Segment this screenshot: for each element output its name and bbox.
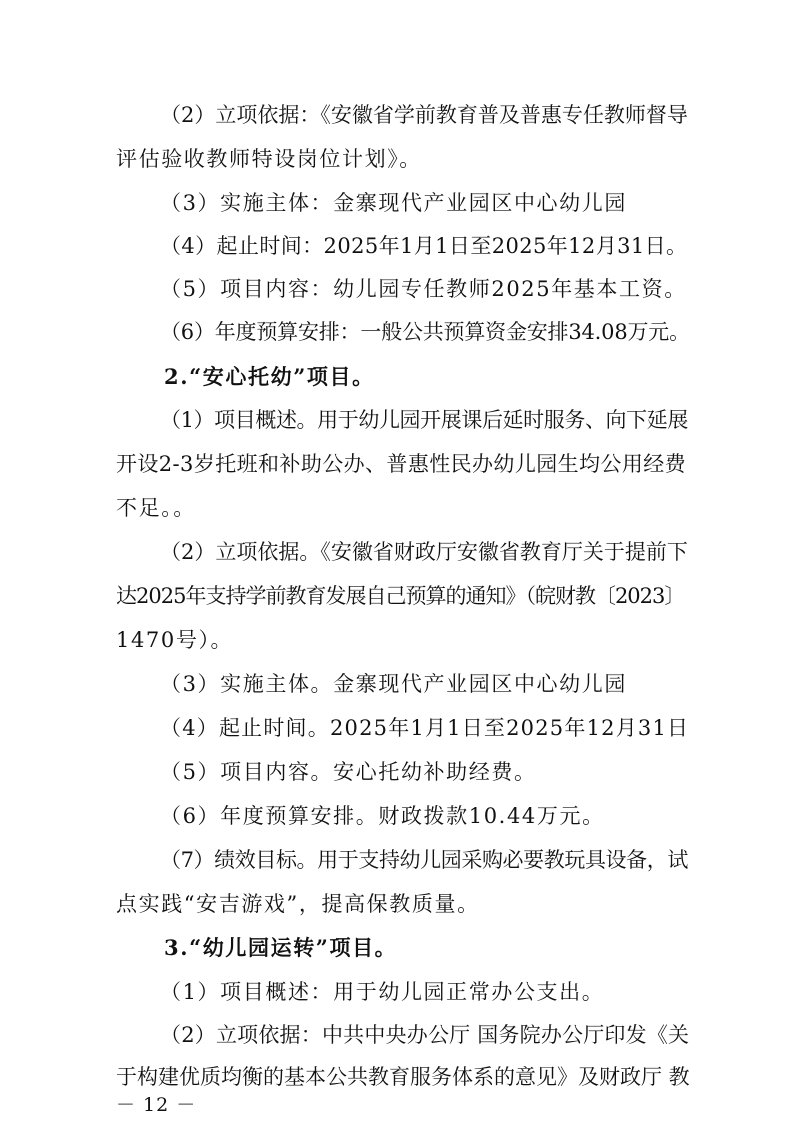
paragraph-line: （3）实施主体。金寨现代产业园区中心幼儿园	[160, 672, 627, 696]
paragraph-line: （3）实施主体：金寨现代产业园区中心幼儿园	[160, 191, 627, 215]
paragraph-line: （5）项目内容。安心托幼补助经费。	[160, 760, 537, 784]
paragraph-line: 评估验收教师特设岗位计划》。	[116, 147, 422, 171]
paragraph-line: 不足。。	[116, 496, 196, 520]
paragraph-line: （4）起止时间：2025年1月1日至2025年12月31日。	[160, 234, 688, 258]
paragraph-line: 达2025年支持学前教育发展自己预算的通知》（皖财教〔2023〕	[116, 584, 685, 608]
paragraph-line: 开设2-3岁托班和补助公办、普惠性民办幼儿园生均公用经费	[116, 452, 687, 476]
paragraph-line: （7）绩效目标。用于支持幼儿园采购必要教玩具设备，试	[160, 848, 688, 872]
paragraph-line: （6）年度预算安排：一般公共预算资金安排34.08万元。	[160, 320, 690, 344]
paragraph-line: （1）项目概述：用于幼儿园正常办公支出。	[160, 980, 605, 1004]
paragraph-line: （2）立项依据：《安徽省学前教育普及普惠专任教师督导	[160, 103, 688, 127]
paragraph-line: （1）项目概述。用于幼儿园开展课后延时服务、向下延展	[160, 408, 688, 432]
paragraph-line: （4）起止时间。2025年1月1日至2025年12月31日	[160, 716, 690, 740]
section-heading: 2.“安心托幼”项目。	[164, 364, 375, 389]
paragraph-line: 1470号）。	[116, 628, 234, 652]
paragraph-line: （2）立项依据：中共中央办公厅 国务院办公厅印发《关	[160, 1023, 690, 1047]
paragraph-line: （2）立项依据。《安徽省财政厅安徽省教育厅关于提前下	[160, 540, 688, 564]
page-number: － 12 －	[116, 1094, 197, 1116]
paragraph-line: （5）项目内容：幼儿园专任教师2025年基本工资。	[160, 277, 687, 301]
paragraph-line: 于构建优质均衡的基本公共教育服务体系的意见》及财政厅 教	[116, 1065, 690, 1089]
paragraph-line: 点实践“安吉游戏”，提高保教质量。	[116, 892, 480, 916]
section-heading: 3.“幼儿园运转”项目。	[164, 935, 398, 960]
paragraph-line: （6）年度预算安排。财政拨款10.44万元。	[160, 804, 605, 828]
